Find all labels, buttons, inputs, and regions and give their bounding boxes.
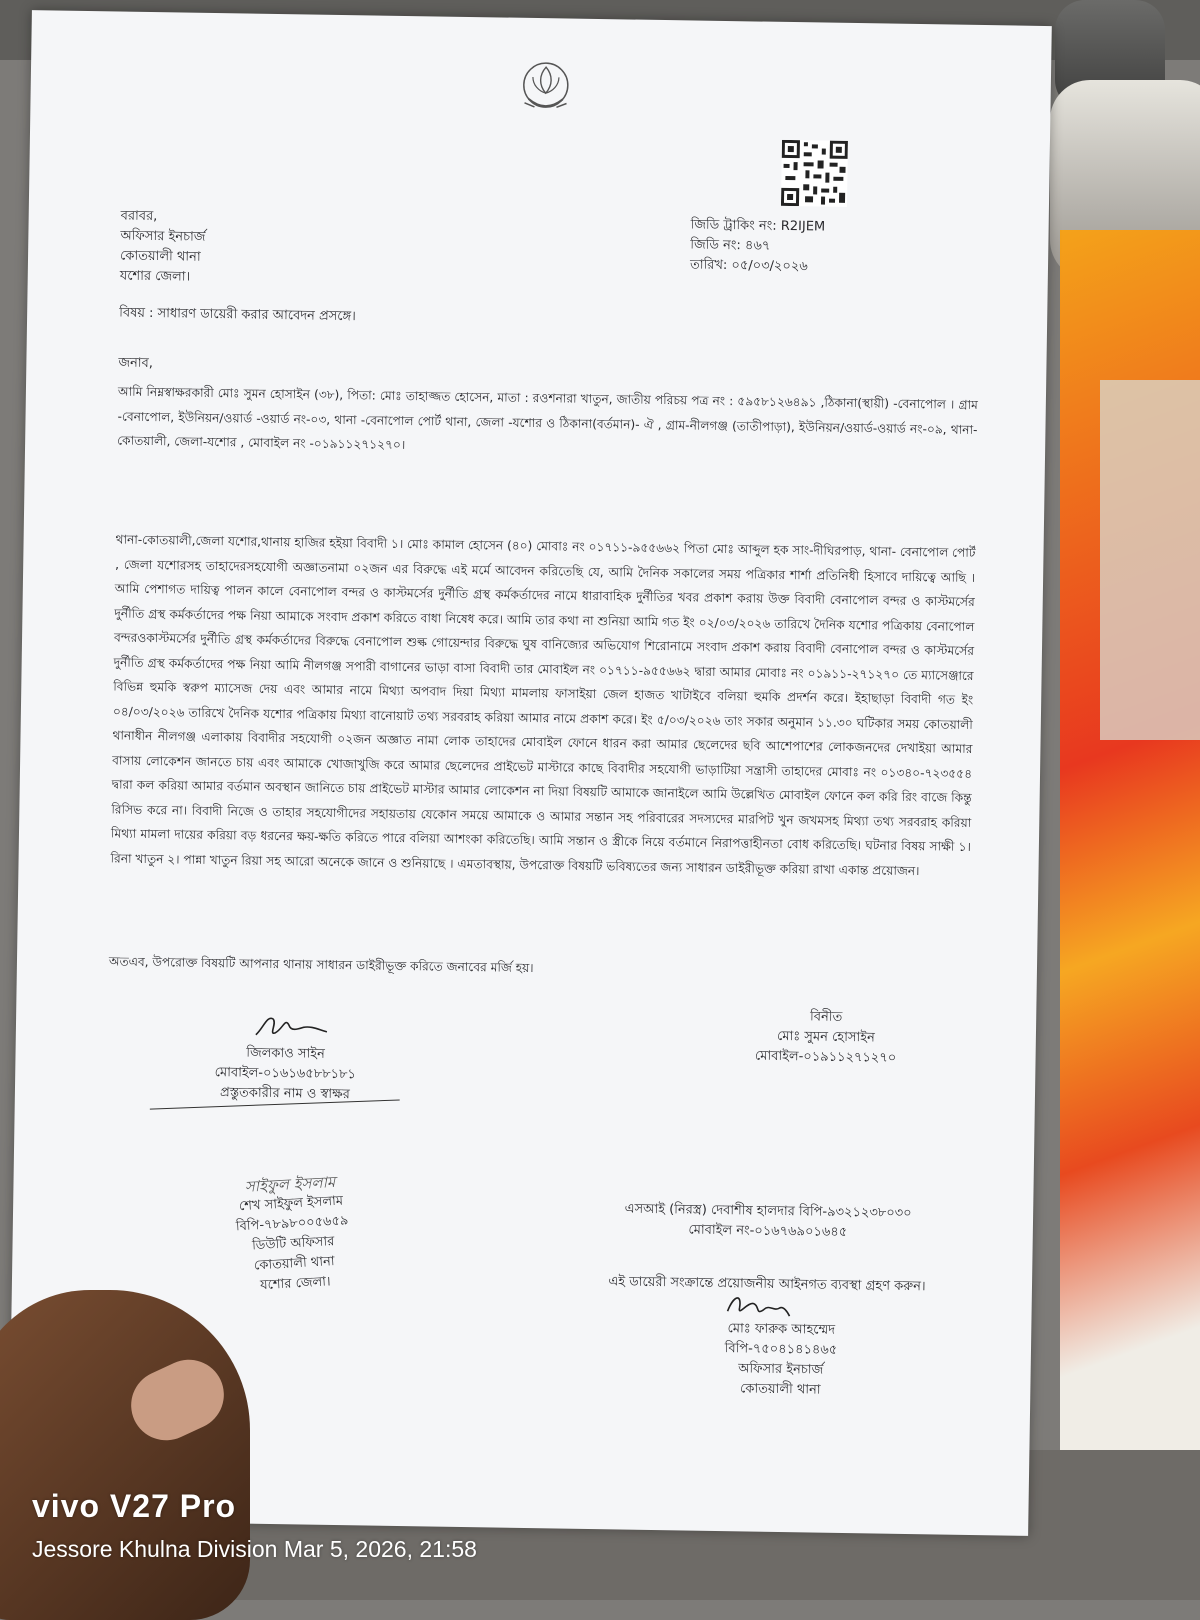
gd-tracking: জিডি ট্রাকিং নং: R2IJEM <box>690 217 826 235</box>
duty-officer-role: ডিউটি অফিসার <box>251 1234 335 1254</box>
oc-signature <box>723 1289 793 1322</box>
oc-role: অফিসার ইনচার্জ <box>738 1361 824 1378</box>
si-name: এসআই (নিরস্ত্র) দেবাশীষ হালদার বিপি-৯৩২১২৩৮০৩০ <box>624 1201 912 1222</box>
recipient-block <box>120 207 381 291</box>
preparer-name: জিলকাও সাইন <box>246 1045 325 1062</box>
oc-bp: বিপি-৭৫০৪১৪১৪৬৫ <box>724 1341 838 1358</box>
gd-info-block <box>690 215 911 278</box>
recipient-line: অফিসার ইনচার্জ <box>120 228 206 245</box>
request-paragraph: অতএব, উপরোক্ত বিষয়টি আপনার থানায় সাধারন ডাইরীভূক্ত করিতে জনাবের মর্জি হয়। <box>108 954 534 976</box>
gd-number: জিডি নং: ৪৬৭ <box>690 237 771 254</box>
bangladesh-police-emblem <box>510 53 581 124</box>
oc-name: মোঃ ফারুক আহম্মেদ <box>727 1321 836 1338</box>
si-block <box>603 1199 934 1244</box>
preparer-block <box>155 1042 416 1106</box>
duty-officer-district: যশোর জেলা। <box>259 1274 331 1294</box>
duty-officer-handwritten: সাইফুল ইসলাম <box>244 1172 336 1196</box>
camera-watermark-location-time: Jessore Khulna Division Mar 5, 2026, 21:58 <box>32 1536 477 1562</box>
applicant-signature-block <box>715 1006 936 1069</box>
preparer-mobile: মোবাইল-০১৬১৬৫৮৮১৮১ <box>214 1065 356 1083</box>
holding-hand <box>0 1290 250 1620</box>
oc-station: কোতয়ালী থানা <box>739 1381 821 1398</box>
duty-officer-block <box>205 1170 381 1299</box>
complaint-paragraph: থানা-কোতয়ালী,জেলা যশোর,থানায় হাজির হইয়া বিবাদী ১। মোঃ কামাল হোসেন (৪০) মোবাঃ নং ০১৭১১-৯৫৫৬৬২ পিতা মোঃ আব্দুল হক সাং-দীঘিরপাড়, থানা- বেনাপোল পোর্ট , জেলা যশোরসহ তাহাদেরসহযোগী অজ্ঞাতনামা ০২জন এর বিরুদ্ধে এই মর্মে আবেদন করিতেছি যে, আমি দৈনিক সকালের সময় পত্রিকার শার্শা প্রতিনিধী হিসাবে দায়িত্বে আছি । আমি পেশাগত দায়িত্ব পালন কালে বেনাপোল বন্দর ও কাস্টমর্সের দুর্নীতি গ্রস্থ কর্মকর্তাদের নামে ধারাবাহিক দুর্নীতির খবর প্রকাশ করায় উক্ত বিবাদী বেনাপোল বন্দর ও কাস্টমর্সের দুর্নীতি গ্রস্থ কর্মকর্তাদের পক্ষ নিয়া আমাকে সংবাদ প্রকাশ করিতে বাধা নিষেধ করে। আমি তার কথা না শুনিয়া আমি গত ইং ০২/০৩/২০২৬ তারিখে দৈনিক যশোর পত্রিকায় বেনাপোল বন্দরওকাস্টমর্সের দুর্নীতি গ্রস্থ কর্মকর্তাদের বিরুদ্ধে বেনাপোল শুল্ক গোয়েন্দার বিরুদ্ধে ঘুষ বানিজ্যের অভিযোগ শিরোনামে সংবাদ প্রকাশ করায় বিবাদী বেনাপোল বন্দর ও কাস্টমর্সের দুর্নীতি গ্রস্থ কর্মকর্তাদের পক্ষ নিয়া আমি নীলগঞ্জ সপারী বাগানের ভাড়া বাসা বিবাদী তার মোবাইল নং ০১৭১১-৯৫৫৬৬২ দ্বারা আমার মোবাঃ নং ০১৯১১-২৭১২৭০ তে ম্যাসেঞ্জারে বিভিন্ন হুমকি স্বরুপ ম্যাসেজ দেয় এবং আমার নামে মিথ্যা অপবাদ দিয়া মিথ্যা মামলায় ফাসাইয়া জেল হাজত খাটাইবে বলিয়া হুমকি প্রদর্শন করে। ইহাছাড়া বিবাদী গত ইং ০৪/০৩/২০২৬ তারিখে দৈনিক যশোর পত্রিকায় মিথ্যা বানোয়াট তথ্য সরবরাহ করিয়া আমার নামে প্রকাশ করে। ইং ৫/০৩/২০২৬ তাং সকার অনুমান ১১.৩০ ঘটিকার সময় কোতয়ালী থানাধীন নীলগঞ্জ এলাকায় বিবাদীর সহযোগী ০২জন অজ্ঞাত নামা লোক তাহাদের মোবাইল ফোনে ধারন করা আমার ছেলেদের ছবি আশেপাশের লোকজনদের দেখাইয়া আমার বাসায় লোকেশন জানতে চায় এবং আমাকে খোজাখুজি করে আমার ছেলেদের প্রাইভেট মাস্টারে কাছে বিবাদীর সহযোগী ভাড়াটিয়া সন্ত্রাসী তাহাদের মোবাঃ নং ০১৩৪০-৭২৩৫৫৪ দ্বারা কল করিয়া আমার বর্তমান অবস্থান জানিতে চায় প্রাইভেট মাস্টার আমার লোকেশন না দিয়া বিষয়টি আমাকে জানাইলে আমি উল্লেখিত মোবাইল ফোনে কল করি রিং বাজে কিন্তু রিসিভ করে না। বিবাদী নিজে ও তাহার সহযোগীদের সহায়তায় যেকোন সময়ে আমাকে ও আমার সন্তান সহ পরিবারের সদস্যদের মারপিট খুন জখমসহ মিথ্যা তথ্য সরবরাহ করিয়া মিথ্যা মামলা দায়ের করিয়া বড় ধরনের ক্ষয়-ক্ষতি করিতে পারে বলিয়া আশংকা করিতেছি। আমি সন্তান ও স্ত্রীকে নিয়ে বর্তমানে নিরাপত্তাহীনতা বোধ করিতেছি। ঘটনার বিষয় সাক্ষী ১। রিনা খাতুন ২। পান্না খাতুন রিয়া সহ আরো অনেকে জানে ও শুনিয়াছে । এমতাবস্থায়, উপরোক্ত বিষয়টি ভবিষ্যতের জন্য সাধারন ডাইরীভূক্ত করিয়া রাখা একান্ত প্রয়োজন। <box>110 532 976 878</box>
camera-watermark-brand: vivo V27 Pro <box>32 1488 237 1524</box>
duty-officer-name: শেখ সাইফুল ইসলাম <box>238 1193 344 1215</box>
box-wrapping <box>1100 380 1200 740</box>
preparer-signature <box>251 1009 332 1044</box>
recipient-line: কোতয়ালী থানা <box>119 248 201 265</box>
duty-officer-station: কোতয়ালী থানা <box>253 1254 335 1274</box>
applicant-mobile: মোবাইল-০১৯১১২৭১২৭০ <box>754 1048 897 1066</box>
oc-block <box>680 1318 881 1401</box>
recipient-line: বরাবর, <box>120 208 158 225</box>
applicant-intro-paragraph: আমি নিম্নস্বাক্ষরকারী মোঃ সুমন হোসাইন (৩৮), পিতা: মোঃ তাহাজ্জত হোসেন, মাতা : রওশনারা খাতুন, জাতীয় পরিচয় পত্র নং : ৫৯৫৮১২৬৪৯১ ,ঠিকানা(স্থায়ী) -বেনাপোল । গ্রাম -বেনাপোল, ইউনিয়ন/ওয়ার্ড -ওয়ার্ড নং-০৩, থানা -বেনাপোল পোর্ট থানা, জেলা -যশোর ও ঠিকানা(বর্তমান)- ঐ , গ্রাম-নীলগঞ্জ (তাতীপাড়া), ইউনিয়ন/ওয়ার্ড-ওয়ার্ড নং-০৯, থানা-কোতয়ালী, জেলা-যশোর , মোবাইল নং -০১৯১১২৭১২৭০। <box>117 384 978 452</box>
oc-order: এই ডায়েরী সংক্রান্তে প্রয়োজনীয় আইনগত ব্যবস্থা গ্রহণ করুন। <box>608 1274 926 1295</box>
duty-officer-bp: বিপি-৭৮৯৮০০৫৬৫৯ <box>235 1213 349 1235</box>
recipient-line: যশোর জেলা। <box>119 268 191 285</box>
si-mobile: মোবাইল নং-০১৬৭৬৯০১৬৪৫ <box>688 1222 848 1241</box>
subject-line: বিষয় : সাধারণ ডায়েরী করার আবেদন প্রসঙ্গে। <box>119 305 356 325</box>
applicant-name: মোঃ সুমন হোসাইন <box>776 1028 875 1046</box>
salutation: জনাব, <box>118 355 154 372</box>
gd-date: তারিখ: ০৫/০৩/২০২৬ <box>689 257 808 275</box>
preparer-caption: প্রস্তুতকারীর নাম ও স্বাক্ষর <box>219 1085 350 1103</box>
qr-code <box>781 140 848 207</box>
closing: বিনীত <box>809 1009 843 1025</box>
